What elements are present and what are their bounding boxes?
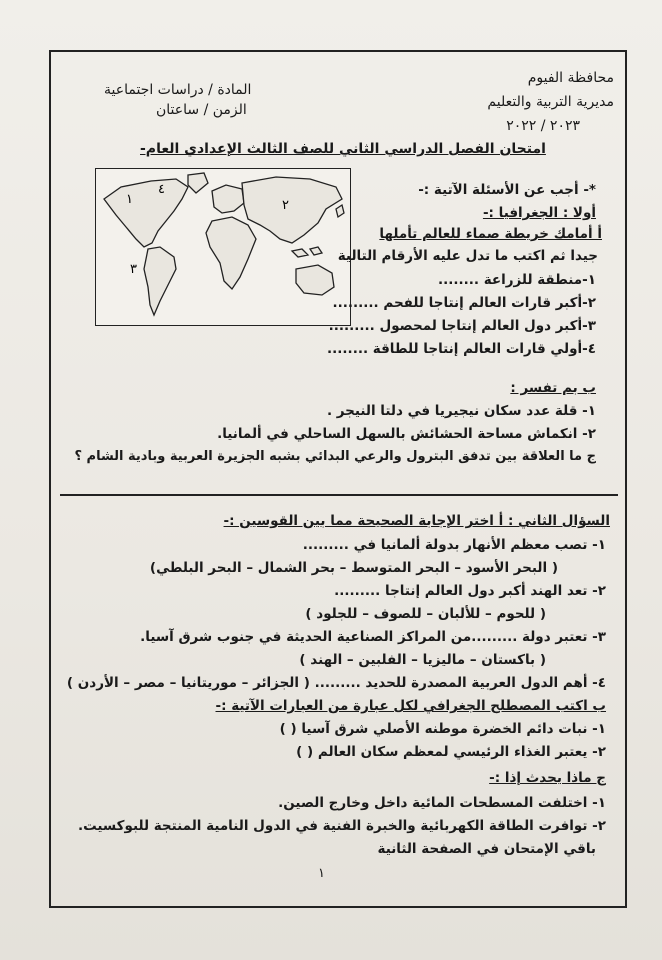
q1-instruction: *- أجب عن الأسئلة الآتية :- [418, 182, 596, 198]
q2-c-item-1: ١- اختلفت المسطحات المائية داخل وخارج الصين. [278, 795, 606, 811]
map-number-3: ٣ [130, 262, 137, 277]
q2-line-5: ٣- تعتبر دولة .........من المراكز الصناعية الحديثة في جنوب شرق آسيا. [140, 629, 606, 645]
q1-part-b: ب بم تفسر : [510, 380, 596, 396]
q2-line-2: ( البحر الأسود – البحر المتوسط – بحر الشمال – البحر البلطي) [149, 560, 558, 576]
map-number-4: ٤ [158, 182, 165, 197]
blank-world-map [95, 168, 351, 326]
q2-title: السؤال الثاني : أ اختر الإجابة الصحيحة مما بين القوسين :- [223, 513, 610, 529]
q1-part-c: ج ما العلاقة بين تدفق البترول والرعي البدائي بشبه الجزيرة العربية وبادية الشام ؟ [74, 449, 596, 464]
q2-c-item-2: ٢- توافرت الطاقة الكهربائية والخبرة الفنية في الدول النامية المنتجة للبوكسيت. [77, 818, 606, 834]
q2-line-7: ٤- أهم الدول العربية المصدرة للحديد ......... ( الجزائر – موريتانيا – مصر – الأردن ) [66, 675, 606, 691]
q2-line-6: ( باكستان – ماليزيا – الفلبين – الهند ) [299, 652, 546, 668]
exam-title: امتحان الفصل الدراسي الثاني للصف الثالث الإعدادي العام- [140, 141, 546, 157]
header-year: ٢٠٢٣ / ٢٠٢٢ [506, 118, 580, 134]
q2-line-4: ( للحوم – للألبان – للصوف – للجلود ) [305, 606, 546, 622]
header-duration: الزمن / ساعتان [156, 102, 247, 118]
map-number-1: ١ [126, 192, 133, 207]
q1-item-4: ٤-أولي قارات العالم إنتاجا للطاقة ........ [327, 341, 596, 357]
header-governorate: محافظة الفيوم [527, 70, 614, 86]
q1-item-1: ١-منطقة للزراعة ........ [438, 272, 596, 288]
q1-item-3: ٣-أكبر دول العالم إنتاجا لمحصول ......... [328, 318, 596, 334]
q1-part-a-continued: جيدا ثم اكتب ما تدل عليه الأرقام التالية [337, 248, 598, 264]
q2-part-c: ج ماذا يحدث إذا :- [489, 770, 606, 786]
section-divider [60, 494, 618, 496]
q1-b-item-2: ٢- انكماش مساحة الحشائش بالسهل الساحلي في ألمانيا. [217, 426, 596, 442]
header-directorate: مديرية التربية والتعليم [487, 94, 614, 110]
world-map-outline [96, 169, 349, 324]
q2-b-item-1: ١- نبات دائم الخضرة موطنه الأصلي شرق آسيا ( ) [279, 721, 606, 737]
map-number-2: ٢ [282, 198, 289, 213]
continue-note: باقي الإمتحان في الصفحة الثانية [377, 841, 596, 857]
q1-part-a: أ أمامك خريطة صماء للعالم تأملها [379, 226, 602, 242]
q2-line-3: ٢- تعد الهند أكبر دول العالم إنتاجا ......... [334, 583, 606, 599]
q1-section-geography: أولا : الجغرافيا :- [482, 205, 596, 221]
q1-b-item-1: ١- قلة عدد سكان نيجيريا في دلتا النيجر . [326, 403, 596, 419]
page-number: ١ [318, 866, 325, 881]
header-subject: المادة / دراسات اجتماعية [104, 82, 252, 98]
q2-line-1: ١- تصب معظم الأنهار بدولة ألمانيا في ......... [302, 537, 606, 553]
q2-b-item-2: ٢- يعتبر الغذاء الرئيسي لمعظم سكان العالم ( ) [296, 744, 606, 760]
q1-item-2: ٢-أكبر قارات العالم إنتاجا للفحم ......... [332, 295, 596, 311]
q2-part-b: ب اكتب المصطلح الجغرافي لكل عبارة من العبارات الآتية :- [215, 698, 606, 714]
